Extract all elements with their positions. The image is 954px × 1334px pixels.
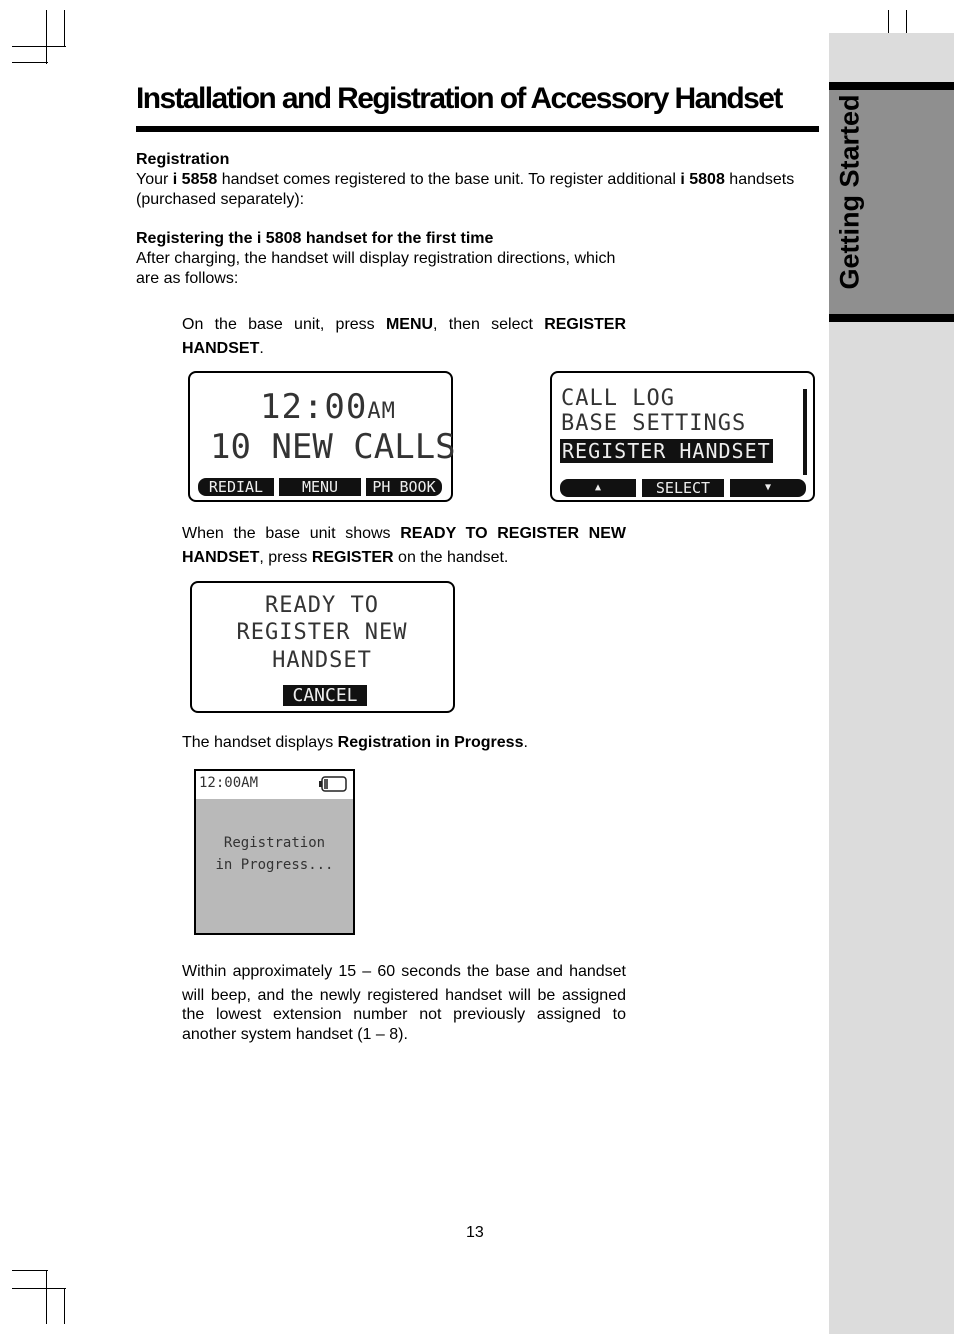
- step1-line2: [182, 339, 264, 359]
- step4-line4: another system handset (1 – 8).: [182, 1026, 408, 1043]
- step2-line1: [182, 524, 626, 544]
- base-lcd-menu: [550, 371, 815, 502]
- registration-text: Your: [136, 171, 173, 188]
- register-key: REGISTER: [311, 549, 394, 566]
- step3-text: The handset displays: [182, 734, 338, 751]
- lcd-ampm: AM: [367, 399, 396, 424]
- menu-key: MENU: [385, 316, 434, 333]
- crop-mark: [46, 1270, 47, 1324]
- crop-mark: [12, 1288, 66, 1289]
- crop-mark: [12, 46, 66, 47]
- handset-msg-line1: Registration: [223, 835, 326, 851]
- softkey-up-arrow[interactable]: ▲: [560, 479, 636, 497]
- register-keyword: REGISTER: [544, 316, 626, 333]
- menu-item-call-log[interactable]: CALL LOG: [561, 386, 675, 411]
- registration-paragraph-line1: [136, 170, 826, 190]
- base-lcd-ready: [190, 581, 455, 713]
- handset-keyword: HANDSET: [182, 549, 260, 566]
- lcd-ready-line2: REGISTER NEW: [236, 620, 408, 645]
- menu-item-base-settings[interactable]: BASE SETTINGS: [561, 411, 747, 436]
- battery-icon: [318, 776, 348, 792]
- step2-text: , press: [259, 549, 312, 566]
- menu-item-register-handset[interactable]: REGISTER HANDSET: [562, 439, 771, 463]
- lcd-new-calls: 10 NEW CALLS: [210, 427, 456, 467]
- crop-mark: [64, 1288, 65, 1324]
- title-rule: [136, 126, 819, 132]
- step2-text: When the base unit shows: [182, 525, 401, 542]
- crop-mark: [12, 1270, 48, 1271]
- softkey-redial[interactable]: REDIAL: [198, 478, 274, 496]
- ready-keyword: READY TO REGISTER NEW: [400, 525, 627, 542]
- step4-line3: the lowest extension number not previously assigned to: [182, 1006, 626, 1023]
- lcd-ready-line3: HANDSET: [272, 648, 372, 673]
- model-number: i 5858: [172, 171, 218, 188]
- crop-mark: [64, 10, 65, 46]
- first-time-heading: Registering the i 5808 handset for the first time: [136, 230, 494, 247]
- step3-line: [182, 733, 528, 753]
- crop-mark: [12, 62, 48, 63]
- page-number: 13: [466, 1224, 484, 1241]
- step2-line2: [182, 548, 508, 568]
- handset-time: 12:00AM: [199, 775, 259, 791]
- page-title: Installation and Registration of Accessory Handset: [136, 82, 782, 115]
- step2-text: on the handset.: [393, 549, 509, 566]
- softkey-menu[interactable]: MENU: [279, 478, 361, 496]
- step1-text: On the base unit, press: [182, 316, 386, 333]
- registration-text: handset comes registered to the base unit. To register additional: [217, 171, 681, 188]
- softkey-down-arrow[interactable]: ▼: [730, 479, 806, 497]
- step1-line1: [182, 315, 626, 335]
- first-time-line1: After charging, the handset will display registration directions, which: [136, 250, 616, 267]
- scrollbar[interactable]: [803, 389, 807, 475]
- step1-text: , then select: [433, 316, 545, 333]
- registration-heading: Registration: [136, 151, 230, 168]
- lcd-time-value: 12:00: [260, 387, 368, 427]
- registration-text: handsets: [724, 171, 795, 188]
- handset-msg-line2: in Progress...: [215, 857, 334, 873]
- step1-text: .: [259, 340, 264, 357]
- softkey-cancel[interactable]: CANCEL: [283, 685, 367, 706]
- crop-mark: [46, 10, 47, 64]
- first-time-line2: are as follows:: [136, 270, 239, 287]
- lcd-ready-line1: READY TO: [265, 593, 379, 618]
- handset-screen: [194, 769, 355, 935]
- lcd-time: [260, 387, 396, 427]
- softkey-phonebook[interactable]: PH BOOK: [366, 478, 442, 496]
- step4-line1: Within approximately 15 – 60 seconds the base and handset: [182, 963, 626, 980]
- step4-line2: will beep, and the newly registered handset will be assigned: [182, 987, 626, 1004]
- handset-keyword: HANDSET: [182, 340, 260, 357]
- section-tab-label: Getting Started: [834, 94, 865, 290]
- step3-text: .: [523, 734, 528, 751]
- base-lcd-idle: [188, 371, 456, 502]
- registration-paragraph-line2: (purchased separately):: [136, 191, 305, 208]
- softkey-select[interactable]: SELECT: [642, 479, 724, 497]
- model-number: i 5808: [680, 171, 725, 188]
- registration-in-progress-keyword: Registration in Progress: [337, 734, 524, 751]
